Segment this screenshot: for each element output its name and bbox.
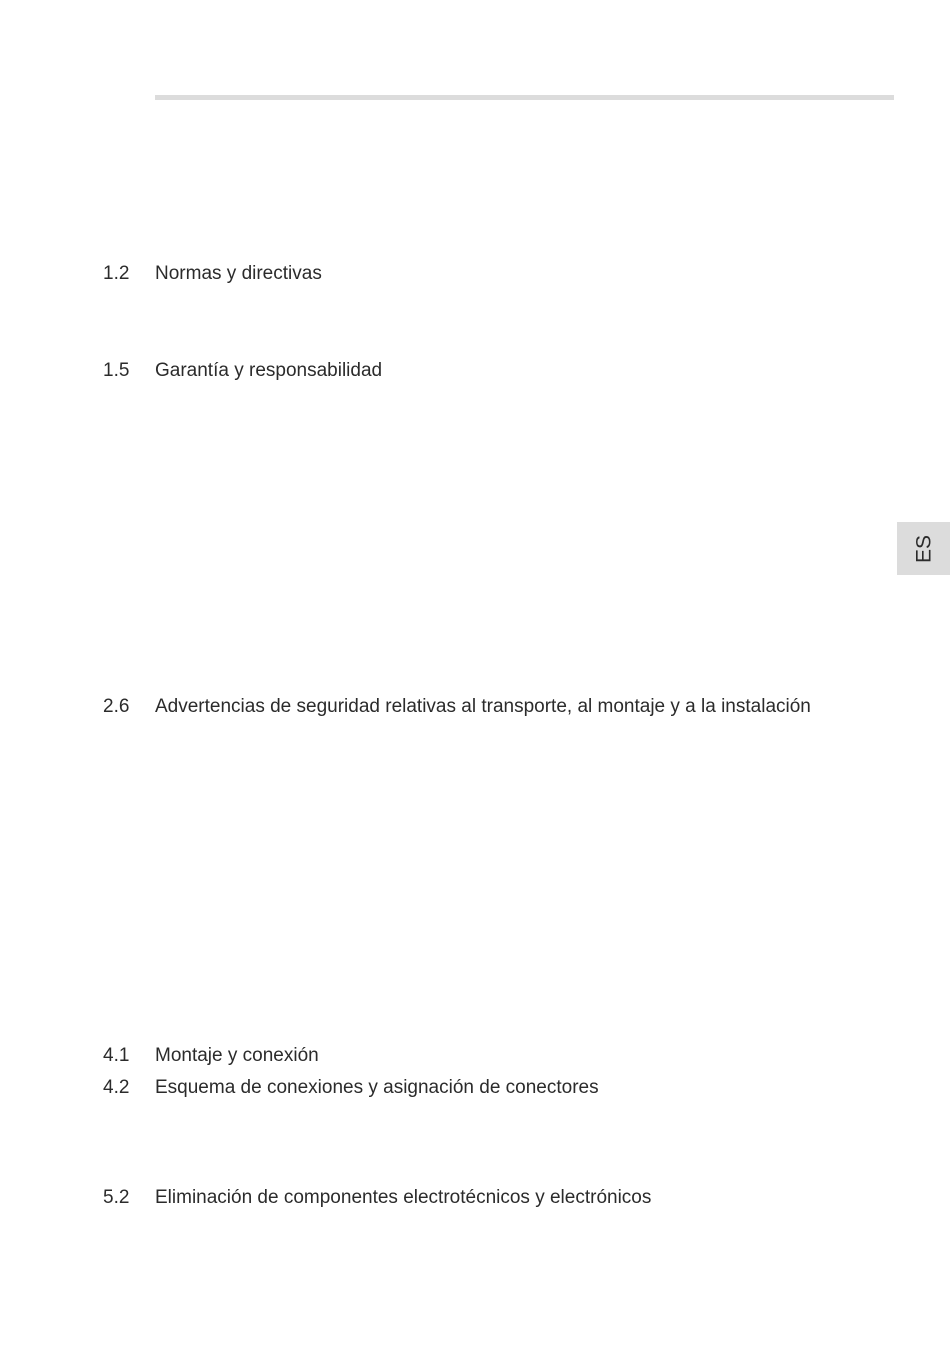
toc-entry-title: Eliminación de componentes electrotécnicos y electrónicos bbox=[155, 1187, 652, 1208]
language-tab bbox=[897, 522, 950, 575]
toc-entry-title: Garantía y responsabilidad bbox=[155, 360, 383, 381]
header-rule bbox=[155, 95, 894, 100]
toc-entry-title: Normas y directivas bbox=[155, 263, 322, 284]
toc-entry-title: Esquema de conexiones y asignación de conectores bbox=[155, 1077, 599, 1098]
toc-entry-number: 1.5 bbox=[103, 360, 130, 381]
language-tab-label: ES bbox=[912, 534, 935, 563]
toc-entry-title: Advertencias de seguridad relativas al transporte, al montaje y a la instalación bbox=[155, 696, 811, 717]
toc-entry-number: 2.6 bbox=[103, 696, 130, 717]
toc-entry-title: Montaje y conexión bbox=[155, 1045, 319, 1066]
toc-entry-number: 1.2 bbox=[103, 263, 130, 284]
toc-entry-number: 5.2 bbox=[103, 1187, 130, 1208]
toc-entry-number: 4.2 bbox=[103, 1077, 130, 1098]
toc-entry-number: 4.1 bbox=[103, 1045, 130, 1066]
